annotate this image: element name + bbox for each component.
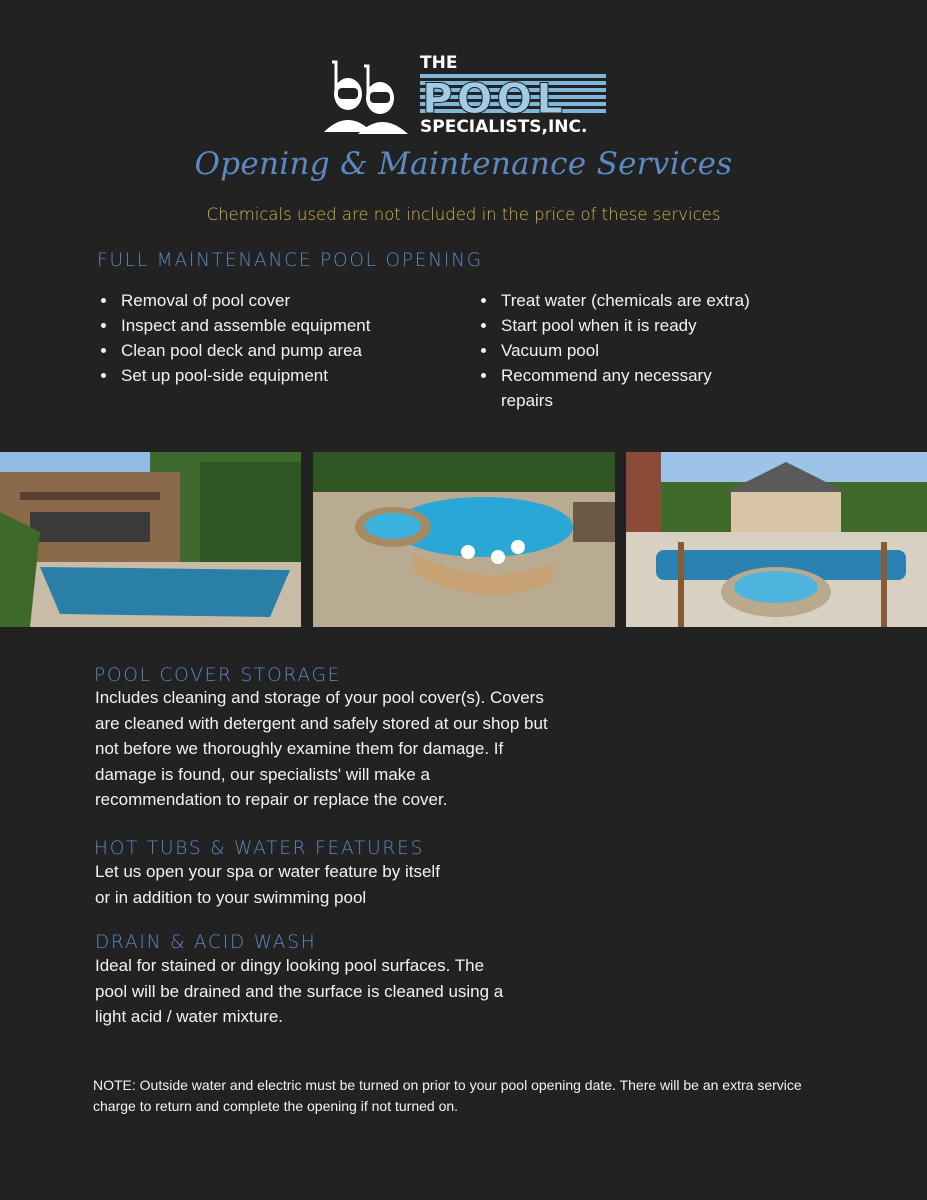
pool-photo-pool-house	[626, 452, 927, 627]
list-item: Start pool when it is ready	[477, 313, 777, 338]
drain-acid-heading: DRAIN & ACID WASH	[95, 932, 317, 953]
logo-line3: SPECIALISTS,INC.	[420, 117, 588, 136]
list-item: Set up pool-side equipment	[97, 363, 457, 388]
full-maintenance-list-right	[477, 288, 777, 413]
list-item: Recommend any necessary repairs	[477, 363, 741, 413]
pool-photo-modern-house	[0, 452, 301, 627]
page-subtitle: Chemicals used are not included in the price of these services	[206, 205, 721, 224]
hot-tubs-heading: HOT TUBS & WATER FEATURES	[94, 838, 425, 859]
pool-photo-rock-spa	[313, 452, 615, 627]
divers-icon	[324, 62, 408, 134]
cover-storage-heading: POOL COVER STORAGE	[94, 665, 342, 686]
full-maintenance-heading: FULL MAINTENANCE POOL OPENING	[97, 250, 483, 271]
list-item: Clean pool deck and pump area	[97, 338, 457, 363]
drain-acid-body: Ideal for stained or dingy looking pool surfaces. The pool will be drained and the surface is cleaned using a light acid / water mixture.	[95, 956, 504, 1026]
list-item: Removal of pool cover	[97, 288, 457, 313]
company-logo	[322, 52, 612, 136]
list-item: Treat water (chemicals are extra)	[477, 288, 777, 313]
list-item: Vacuum pool	[477, 338, 777, 363]
page-title: Opening & Maintenance Services	[194, 146, 733, 182]
logo-line1: THE	[420, 53, 458, 73]
note-text: NOTE: Outside water and electric must be turned on prior to your pool opening date. There will be an extra service charge to return and complete the opening if not turned on.	[93, 1077, 802, 1114]
full-maintenance-list-left	[97, 288, 457, 388]
cover-storage-body: Includes cleaning and storage of your pool cover(s). Covers are cleaned with detergent and safely stored at our shop but not before we thoroughly examine them for damage. If damage is found, our specialists' will make a recommendation to repair or replace the cover.	[95, 688, 548, 809]
hot-tubs-body: Let us open your spa or water feature by itself or in addition to your swimming pool	[95, 862, 440, 907]
logo-line2: POOL	[422, 74, 567, 123]
list-item: Inspect and assemble equipment	[97, 313, 457, 338]
